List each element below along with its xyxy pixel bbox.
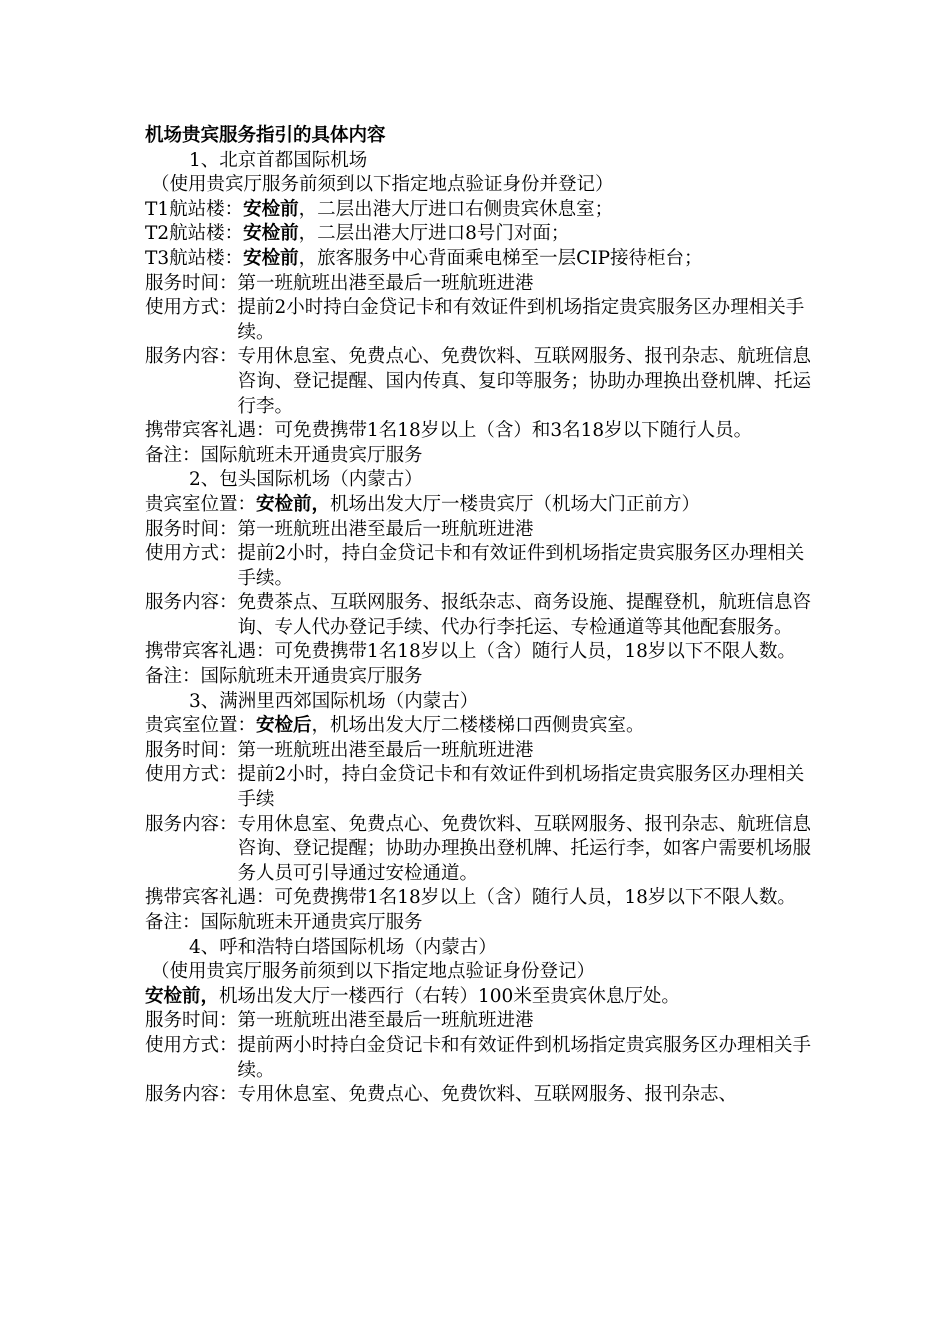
loc-rest: 机场出发大厅一楼西行（右转）100米至贵宾休息厅处。: [219, 985, 680, 1007]
time-label: 服务时间：: [145, 739, 238, 761]
section-3-time: [145, 739, 815, 764]
use-label: 使用方式：: [145, 764, 238, 786]
section-2-content: [145, 591, 815, 640]
content-label: 服务内容：: [145, 592, 238, 614]
content-label: 服务内容：: [145, 346, 238, 368]
use-label: 使用方式：: [145, 543, 238, 565]
time-value: 第一班航班出港至最后一班航班进港: [237, 272, 534, 294]
guest-label: 携带宾客礼遇：: [145, 887, 275, 909]
t3-bold: 安检前: [243, 247, 299, 269]
t3-label: T3航站楼：: [145, 247, 244, 269]
section-1-t1: [145, 198, 815, 223]
section-3-use: [145, 763, 815, 812]
loc-rest: 机场出发大厅一楼贵宾厅（机场大门正前方）: [330, 493, 701, 515]
guest-label: 携带宾客礼遇：: [145, 641, 275, 663]
section-4-time: [145, 1009, 815, 1034]
section-2-heading: 2、包头国际机场（内蒙古）: [189, 469, 423, 491]
loc-label: 贵宾室位置：: [145, 493, 257, 515]
section-3-content: [145, 813, 815, 887]
section-1-use: [145, 296, 815, 345]
section-4-use: [145, 1034, 815, 1083]
t1-rest: ，二层出港大厅进口右侧贵宾休息室；: [298, 198, 614, 220]
content-label: 服务内容：: [145, 813, 238, 835]
guest-label: 携带宾客礼遇：: [145, 420, 275, 442]
remark-label: 备注：: [145, 666, 201, 688]
remark-value: 国际航班未开通贵宾厅服务: [200, 666, 423, 688]
loc-bold: 安检前，: [256, 493, 331, 515]
time-label: 服务时间：: [145, 272, 238, 294]
section-3-remark: [145, 911, 815, 936]
section-4-location: [145, 985, 815, 1010]
t2-bold: 安检前: [243, 223, 299, 245]
section-2-remark: [145, 665, 815, 690]
use-value: 提前两小时持白金贷记卡和有效证件到机场指定贵宾服务区办理相关手续。: [237, 1034, 812, 1081]
section-2-time: [145, 518, 815, 543]
section-1-remark: [145, 444, 815, 469]
section-1-time: [145, 272, 815, 297]
section-2-guest: [145, 640, 815, 665]
content-value: 免费茶点、互联网服务、报纸杂志、商务设施、提醒登机，航班信息咨询、专人代办登记手续、代办行李托运、专检通道等其他配套服务。: [237, 592, 812, 638]
remark-value: 国际航班未开通贵宾厅服务: [200, 912, 423, 933]
guest-value: 可免费携带1名18岁以上（含）和3名18岁以下随行人员。: [274, 420, 753, 442]
section-1-t2: [145, 222, 815, 247]
t2-label: T2航站楼：: [145, 223, 244, 245]
t3-rest: ，旅客服务中心背面乘电梯至一层CIP接待柜台；: [298, 247, 703, 269]
content-label: 服务内容：: [145, 1084, 238, 1106]
section-4-content: [145, 1083, 815, 1108]
section-1-heading: 1、北京首都国际机场: [189, 149, 368, 171]
section-3-location: [145, 714, 815, 739]
section-4-note: （使用贵宾厅服务前须到以下指定地点验证身份登记）: [151, 961, 596, 983]
time-label: 服务时间：: [145, 518, 238, 540]
document-page: [145, 124, 815, 1108]
t1-bold: 安检前: [243, 198, 299, 220]
content-value: 专用休息室、免费点心、免费饮料、互联网服务、报刊杂志、航班信息咨询、登记提醒、国内传真、复印等服务；协助办理换出登机牌、托运行李。: [237, 346, 812, 417]
loc-bold: 安检前，: [145, 985, 220, 1007]
use-value: 提前2小时，持白金贷记卡和有效证件到机场指定贵宾服务区办理相关手续。: [237, 543, 805, 589]
content-value: 专用休息室、免费点心、免费饮料、互联网服务、报刊杂志、航班信息咨询、登记提醒；协助办理换出登机牌、托运行李，如客户需要机场服务人员可引导通过安检通道。: [237, 813, 812, 884]
loc-rest: ，机场出发大厅二楼楼梯口西侧贵宾室。: [311, 715, 645, 737]
loc-bold: 安检后: [256, 715, 312, 737]
t1-label: T1航站楼：: [145, 198, 244, 220]
section-2-use: [145, 542, 815, 591]
time-value: 第一班航班出港至最后一班航班进港: [237, 518, 534, 540]
t2-rest: ，二层出港大厅进口8号门对面；: [298, 223, 570, 245]
guest-value: 可免费携带1名18岁以上（含）随行人员，18岁以下不限人数。: [274, 887, 796, 909]
use-value: 提前2小时，持白金贷记卡和有效证件到机场指定贵宾服务区办理相关手续: [237, 764, 805, 811]
remark-label: 备注：: [145, 912, 201, 933]
use-label: 使用方式：: [145, 1034, 238, 1056]
loc-label: 贵宾室位置：: [145, 715, 257, 737]
section-3-guest: [145, 886, 815, 911]
remark-value: 国际航班未开通贵宾厅服务: [200, 444, 423, 466]
remark-label: 备注：: [145, 444, 201, 466]
document-title: 机场贵宾服务指引的具体内容: [145, 125, 386, 146]
guest-value: 可免费携带1名18岁以上（含）随行人员，18岁以下不限人数。: [274, 641, 796, 663]
section-4-heading: 4、呼和浩特白塔国际机场（内蒙古）: [189, 936, 497, 958]
section-1-content: [145, 345, 815, 419]
content-value: 专用休息室、免费点心、免费饮料、互联网服务、报刊杂志、: [237, 1084, 738, 1106]
time-value: 第一班航班出港至最后一班航班进港: [237, 739, 534, 761]
time-label: 服务时间：: [145, 1010, 238, 1032]
section-1-t3: [145, 247, 815, 272]
section-2-location: [145, 493, 815, 518]
time-value: 第一班航班出港至最后一班航班进港: [237, 1010, 534, 1032]
use-label: 使用方式：: [145, 297, 238, 319]
section-1-note: （使用贵宾厅服务前须到以下指定地点验证身份并登记）: [151, 174, 614, 196]
section-1-guest: [145, 419, 815, 444]
section-3-heading: 3、满洲里西郊国际机场（内蒙古）: [189, 690, 479, 712]
use-value: 提前2小时持白金贷记卡和有效证件到机场指定贵宾服务区办理相关手续。: [237, 297, 805, 343]
